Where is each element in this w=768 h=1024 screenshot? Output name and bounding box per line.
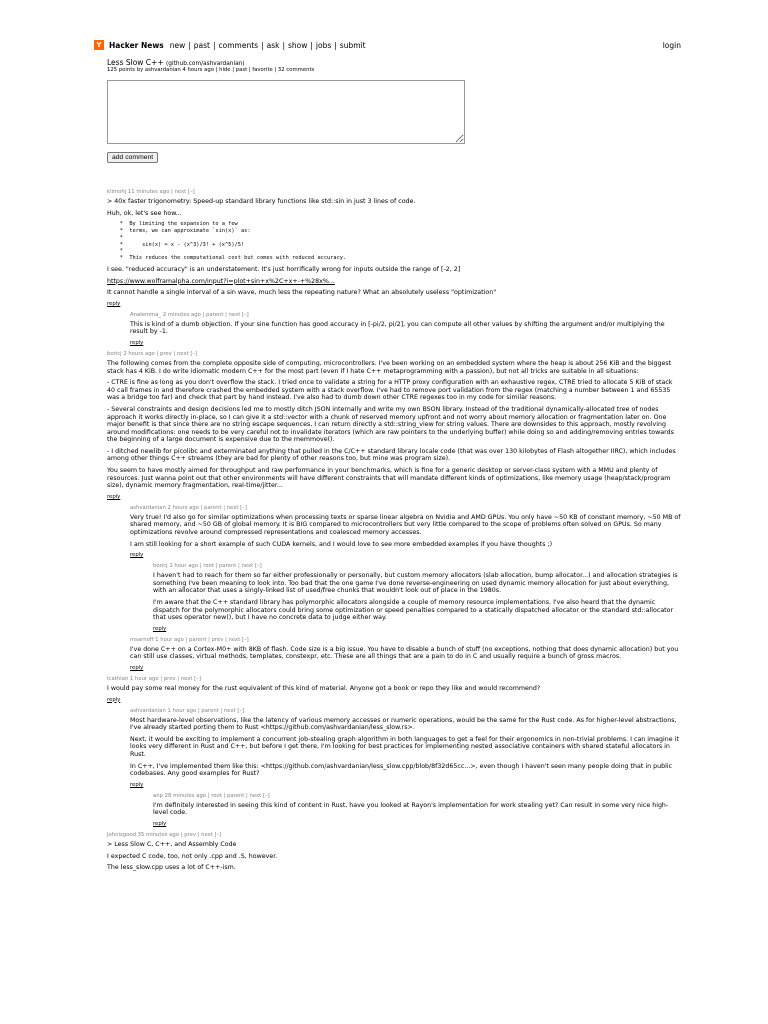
nav-separator: | [310,40,313,50]
comment-body [107,841,681,872]
comment-paragraph: It cannot handle a single interval of a sin wave, much less the repeating nature? What an absolutely useless "optimization" [107,289,497,297]
story-subtext: 125 points by ashvardanian 4 hours ago | hide | past | favorite | 32 comments [107,67,315,73]
comment-paragraph: I haven't had to reach for them so far either professionally or personally, but custom memory allocators (slab allocation, bump allocator...) and allocation strategies is something I've been meaning to look into. Too bad that the one game I've done reverse-engineering on used dynamic memory allocation for just about everything, with an allocator that uses a singly-linked list of used/free chunks that wouldn't look out of place in the 1980s. [153,572,678,595]
comment-paragraph: The following comes from the complete opposite side of computing, microcontrollers. I've been working on an embedded system where the heap is about 256 KiB and the biggest stack has 4 KiB. I do write idiomatic modern C++ for the most part (even if I hate C++ metaprogramming with a passion), but not all tricks are suitable in all situations: [107,359,672,375]
comment-paragraph: - CTRE is fine as long as you don't overflow the stack. I tried once to validate a string for a HTTP proxy configuration with an exhaustive regex, CTRE tried to allocate 5 KiB of stack 40 call frames in and therefore crashed the embedded system with a stack overflow. I've had to remove port validation from the regex (matching a number between 1 and 65535 was a bridge too far) and check that part by hand instead. I've also had to dumb down other CTRE regexes too in my code for similar reasons. [107,379,673,402]
comment-paragraph: I'm aware that the C++ standard library has polymorphic allocators alongside a couple of memory resource implementations. I've also heard that the dynamic dispatch for the polymorphic allocators could bring some optimization or speed penalties compared to a statically dispatched allocator or the standard std::allocator that uses operator new(), but I have no concrete data to judge either way. [153,599,674,622]
comment-paragraph: Most hardware-level observations, like the latency of various memory accesses or numeric operations, would be the same for the Rust code. As for higher-level abstractions, I've already started porting them to Rust <https://github.com/ashvardanian/less_slow.rs>. [130,716,677,732]
comment-header[interactable]: Icathian 1 hour ago | prev | next [–] [107,675,201,682]
comment-body [130,321,681,336]
nav-link-comments[interactable]: comments [218,40,259,50]
comment-header[interactable]: ashvardanian 1 hour ago | parent | next [–] [130,707,245,714]
comment-header[interactable]: klimohj 11 minutes ago | next [–] [107,189,195,195]
nav-link-jobs[interactable]: jobs [315,40,332,50]
add-comment-button[interactable]: add comment [107,152,158,163]
comment-body [153,572,681,622]
comment [107,676,681,703]
comment-body [153,802,681,817]
comment-paragraph: I've done C++ on a Cortex-M0+ with 8KB of flash. Code size is a big issue. You have to disable a bunch of stuff (no exceptions, nothing that does dynamic allocation) but you can still use classes, virtual methods, templates, constexpr, etc. These are all things that are a pain to do in C and usually require a bunch of gross macros. [130,645,679,661]
comment-paragraph: > Less Slow C, C++, and Assembly Code [107,840,237,848]
comment-tree [93,189,681,872]
reply-link[interactable]: reply [130,664,144,671]
comment-paragraph: I see. "reduced accuracy" is an understatement. It's just horrifically wrong for inputs outside the range of [-2, 2] [107,265,461,273]
reply-link[interactable]: reply [107,493,121,500]
hn-logo-icon[interactable]: Y [93,39,105,51]
reply-link[interactable]: reply [130,339,144,346]
comment [107,189,681,307]
code-block: * By limiting the expansion to a few * terms, we can approximate `sin(x)` as: * * sin(x) ≈ x - (x^3)/3! + (x^5)/5! * * This reduces the computational cost but comes with reduced accuracy. [119,221,347,262]
comment-paragraph: > 40x faster trigonometry: Speed-up standard library functions like std::sin in just 3 lines of code. [107,198,416,205]
comment-body [130,646,681,661]
reply-link[interactable]: reply [153,625,167,632]
story-title[interactable]: Less Slow C++ [107,58,164,67]
comment-header[interactable]: Analemma_ 2 minutes ago | parent | next [–] [130,311,249,318]
comment-header[interactable]: boricj 1 hour ago | root | parent | next [–] [153,563,262,570]
reply-link[interactable]: reply [107,696,121,703]
comment-body [130,514,681,548]
nav-separator: | [213,40,216,50]
nav-link-ask[interactable]: ask [266,40,280,50]
reply-link[interactable]: reply [130,781,144,788]
comment-body [107,198,681,297]
top-nav [170,41,366,50]
comment-paragraph: - Several constraints and design decisions led me to mostly ditch JSON internally and write my own BSON library. Instead of the traditional dynamically-allocated tree of nodes approach it works directly in-place, so I can give it a std::vector with a chunk of reserved memory upfront and not worry about memory allocation or fragmentation later on. One major benefit is that since there are no string escape sequences, I can return directly a std::string_view for string values. There are downsides to this approach, mostly revolving around modifications: one needs to be very careful not to invalidate iterators (which are raw pointers to the underlying buffer) while doing so and adding/removing entries towards the beginning of a large document is expensive due to the memmove(). [107,405,674,444]
nav-separator: | [334,40,337,50]
comment-paragraph: - I ditched newlib for picolibc and exterminated anything that pulled in the C/C++ standard library locale code (that was over 130 kilobytes of Flash altogether IIRC), which includes among other things C++ streams (they are bad for plenty of other reasons too, but mine was program size). [107,447,676,463]
comment [130,312,681,346]
comment [153,563,681,632]
comment-body [107,360,681,490]
comment-header[interactable]: anp 28 minutes ago | root | parent | next [–] [153,792,270,799]
nav-separator: | [261,40,264,50]
nav-separator: | [188,40,191,50]
nav-link-past[interactable]: past [193,40,210,50]
comment-paragraph: You seem to have mostly aimed for throughput and raw performance in your benchmarks, which is fine for a generic desktop or server-class system with a MMU and plenty of resources. Just wanna point out that other environments will have different constraints that will mandate different kinds of optimizations, like memory usage (heap/stack/program size), dynamic memory fragmentation, real-time/jitter... [107,467,671,490]
site-title[interactable]: Hacker News [109,40,164,50]
comment-paragraph: Huh, ok, let's see how... [107,209,182,217]
comment-paragraph: I'm definitely interested in seeing this kind of content in Rust, have you looked at Rayon's implementation for work stealing yet? Can result in some very nice high-level code. [153,801,669,817]
comment-paragraph: This is kind of a dumb objection. If your sine function has good accuracy in [-pi/2, pi/2], you can compute all other values by shifting the argument and/or multiplying the result by -1. [130,320,665,336]
nav-link-submit[interactable]: submit [339,40,366,50]
reply-link[interactable]: reply [153,820,167,827]
reply-link[interactable]: reply [130,552,144,559]
comment-body [130,717,681,778]
nav-link-show[interactable]: show [288,40,308,50]
comment-header[interactable]: ashvardanian 2 hours ago | parent | next [–] [130,504,247,511]
comment-paragraph: In C++, I've implemented them like this: <https://github.com/ashvardanian/less_slow.cpp/blob/8f32d65cc...>, even though I haven't seen many people doing that in public codebases. Any good examples for Rust? [130,762,673,778]
comment-body [107,685,681,693]
comment [130,708,681,788]
comment-paragraph: Very true! I'd also go for similar optimizations when processing texts or sparse linear algebra on Nvidia and AMD GPUs. You only have ~50 KB of constant memory, ~50 MB of shared memory, and ~50 GB of global memory. It is BIG compared to microcontrollers but very little compared to the scope of problems often solved on GPUs. So many optimizations revolve around compressed representations and coalesced memory accesses. [130,513,681,537]
comment [107,351,681,500]
comment-link[interactable]: https://www.wolframalpha.com/input?i=plot+sin+x%2C+x+-+%28x%... [107,277,335,285]
nav-link-new[interactable]: new [169,40,186,50]
top-bar [93,36,681,54]
comment-header[interactable]: msarnoff 1 hour ago | parent | prev | next [–] [130,636,249,643]
comment-paragraph: I am still looking for a short example of such CUDA kernels, and I would love to see more embedded examples if you have thoughts ;) [130,540,553,548]
reply-link[interactable]: reply [107,300,121,307]
comment [130,505,681,558]
comment-paragraph: Next, it would be exciting to implement a concurrent job-stealing graph algorithm in both languages to get a feel for their ergonomics in non-trivial problems. I can imagine it looks very different in Rust and C++, but before I get there, I'm looking for best practices for implementing nested associative containers with shared stateful allocators in Rust. [130,735,679,758]
story-title-row [107,58,681,67]
story-site[interactable]: (github.com/ashvardanian) [166,61,245,67]
comment-paragraph: I would pay some real money for the rust equivalent of this kind of material. Anyone got a book or repo they like and would recommend? [107,684,541,692]
comment-header[interactable]: boricj 2 hours ago | prev | next [–] [107,350,198,357]
comment-textarea[interactable] [107,80,465,144]
login-link[interactable]: login [662,40,681,50]
comment [107,832,681,872]
page [93,36,681,876]
comment-header[interactable]: Johnisgood 35 minutes ago | prev | next [–] [107,831,222,838]
nav-separator: | [282,40,285,50]
comment-paragraph: I expected C code, too, not only .cpp and .S, however. [107,852,278,860]
comment [130,637,681,671]
comment-paragraph: The less_slow.cpp uses a lot of C++-ism. [107,864,236,872]
comment [153,793,681,827]
